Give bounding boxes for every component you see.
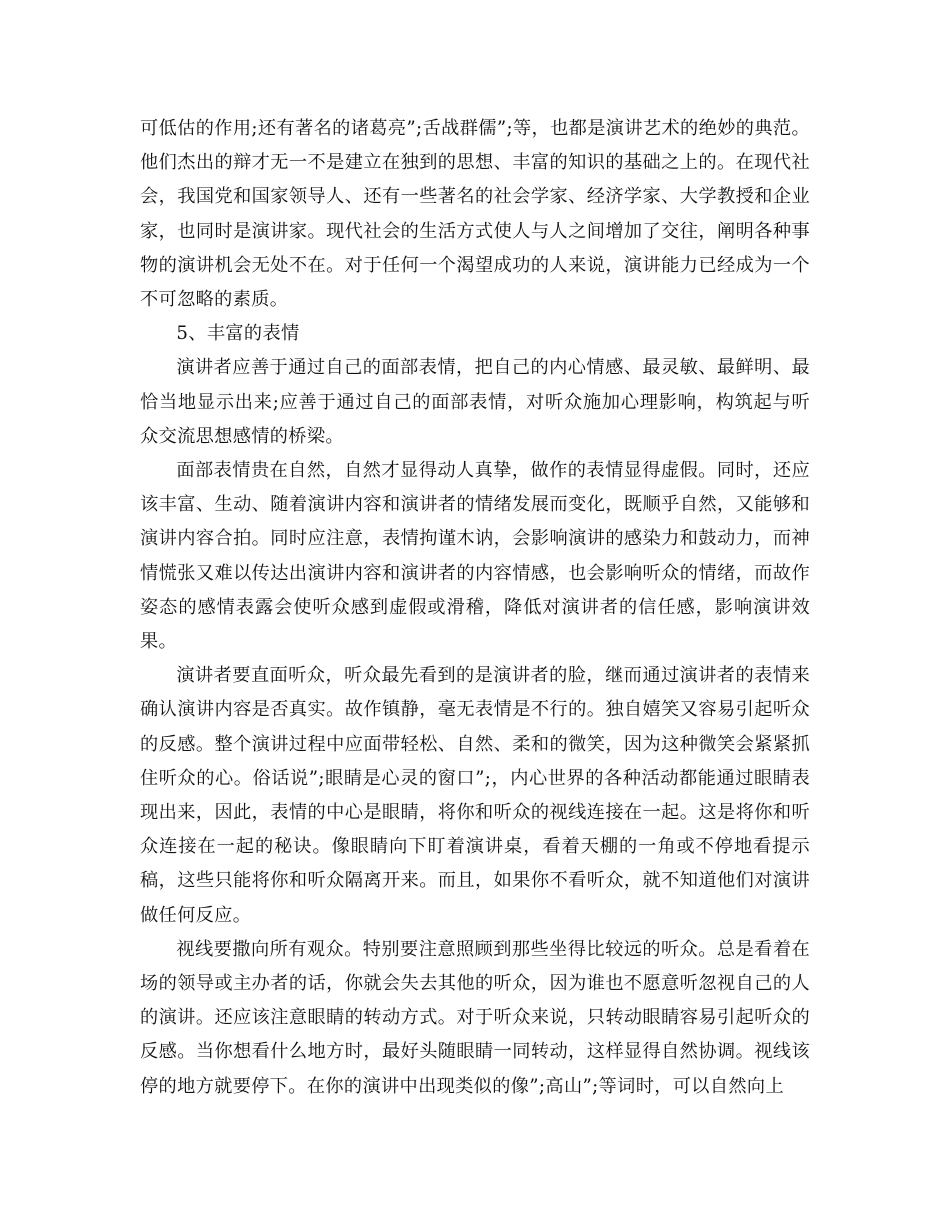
continuation-paragraph: 可低估的作用;还有著名的诸葛亮”;舌战群儒”;等，也都是演讲艺术的绝妙的典范。他们杰出的辩才无一不是建立在独到的思想、丰富的知识的基础之上的。在现代社会，我国党和国家领导人、还有一些著名的社会学家、经济学家、大学教授和企业家，也同时是演讲家。现代社会的生活方式使人与人之间增加了交往，阐明各种事物的演讲机会无处不在。对于任何一个渴望成功的人来说，演讲能力已经成为一个不可忽略的素质。	[140, 118, 810, 311]
body-paragraph-4: 视线要撒向所有观众。特别要注意照顾到那些坐得比较远的听众。总是看着在场的领导或主办者的话，你就会失去其他的听众，因为谁也不愿意听忽视自己的人的演讲。还应该注意眼睛的转动方式。对于听众来说，只转动眼睛容易引起听众的反感。当你想看什么地方时，最好头随眼睛一同转动，这样显得自然协调。视线该停的地方就要停下。在你的演讲中出现类似的像”;高山”;等词时，可以自然向上	[140, 938, 810, 1097]
body-paragraph-3: 演讲者要直面听众，听众最先看到的是演讲者的脸，继而通过演讲者的表情来确认演讲内容是否真实。故作镇静，毫无表情是不行的。独自嬉笑又容易引起听众的反感。整个演讲过程中应面带轻松、自然、柔和的微笑，因为这种微笑会紧紧抓住听众的心。俗话说”;眼睛是心灵的窗口”;，内心世界的各种活动都能通过眼睛表现出来，因此，表情的中心是眼睛，将你和听众的视线连接在一起。这是将你和听众连接在一起的秘诀。像眼睛向下盯着演讲桌，看着天棚的一角或不停地看提示稿，这些只能将你和听众隔离开来。而且，如果你不看听众，就不知道他们对演讲做任何反应。	[140, 665, 810, 926]
body-paragraph-2: 面部表情贵在自然，自然才显得动人真挚，做作的表情显得虚假。同时，还应该丰富、生动、随着演讲内容和演讲者的情绪发展而变化，既顺乎自然，又能够和演讲内容合拍。同时应注意，表情拘谨木讷，会影响演讲的感染力和鼓动力，而神情慌张又难以传达出演讲内容和演讲者的内容情感，也会影响听众的情绪，而故作姿态的感情表露会使听众感到虚假或滑稽，降低对演讲者的信任感，影响演讲效果。	[140, 460, 810, 653]
section-heading: 5、丰富的表情	[176, 323, 300, 345]
body-paragraph-1: 演讲者应善于通过自己的面部表情，把自己的内心情感、最灵敏、最鲜明、最恰当地显示出来;应善于通过自己的面部表情，对听众施加心理影响，构筑起与听众交流思想感情的桥梁。	[140, 357, 810, 447]
